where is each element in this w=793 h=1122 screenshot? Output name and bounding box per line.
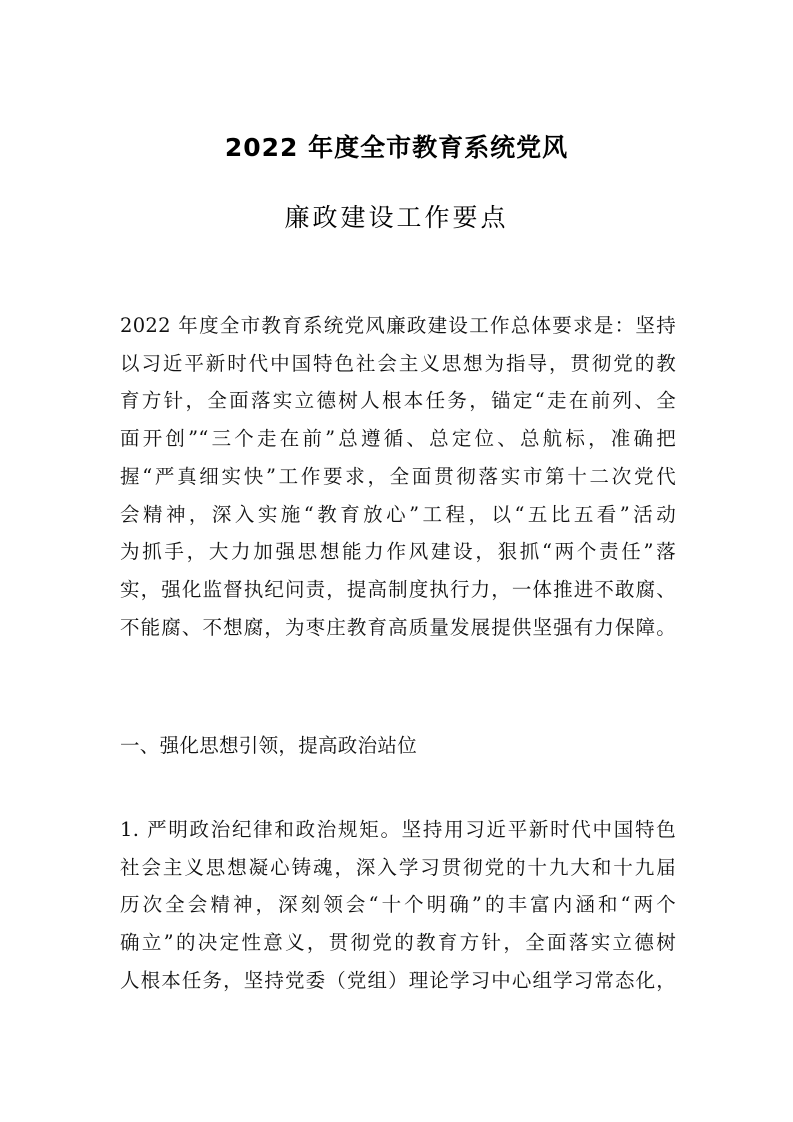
section-heading-text: 一、强化思想引领，提高政治站位 <box>120 734 418 757</box>
document-title-line-2: 廉政建设工作要点 <box>284 203 509 232</box>
item-1-line: 确立”的决定性意义，贯彻党的教育方针，全面落实立德树 <box>120 931 676 955</box>
intro-line: 面开创”“三个走在前”总遵循、总定位、总航标，准确把 <box>120 427 676 451</box>
intro-line: 不能腐、不想腐，为枣庄教育高质量发展提供坚强有力保障。 <box>120 615 676 639</box>
document-title-line-1: 2022 年度全市教育系统党风 <box>224 133 569 162</box>
item-1-line: 历次全会精神，深刻领会“十个明确”的丰富内涵和“两个 <box>120 893 676 917</box>
item-1-line: 人根本任务，坚持党委（党组）理论学习中心组学习常态化， <box>120 968 676 992</box>
item-1-paragraph <box>120 811 676 1000</box>
intro-line: 握“严真细实快”工作要求，全面贯彻落实市第十二次党代 <box>120 464 676 488</box>
intro-line: 为抓手，大力加强思想能力作风建设，狠抓“两个责任”落 <box>120 540 676 564</box>
intro-line: 以习近平新时代中国特色社会主义思想为指导，贯彻党的教 <box>120 351 676 375</box>
intro-line: 2022 年度全市教育系统党风廉政建设工作总体要求是：坚持 <box>120 314 676 337</box>
item-1-line: 1. 严明政治纪律和政治规矩。坚持用习近平新时代中国特色 <box>120 818 676 841</box>
intro-paragraph <box>120 307 676 646</box>
item-1-line: 社会主义思想凝心铸魂，深入学习贯彻党的十九大和十九届 <box>120 855 676 879</box>
intro-line: 实，强化监督执纪问责，提高制度执行力，一体推进不敢腐、 <box>120 577 676 601</box>
section-1-heading <box>120 727 676 765</box>
intro-line: 会精神，深入实施“教育放心”工程，以“五比五看”活动 <box>120 502 676 526</box>
intro-line: 育方针，全面落实立德树人根本任务，锚定“走在前列、全 <box>120 389 676 413</box>
